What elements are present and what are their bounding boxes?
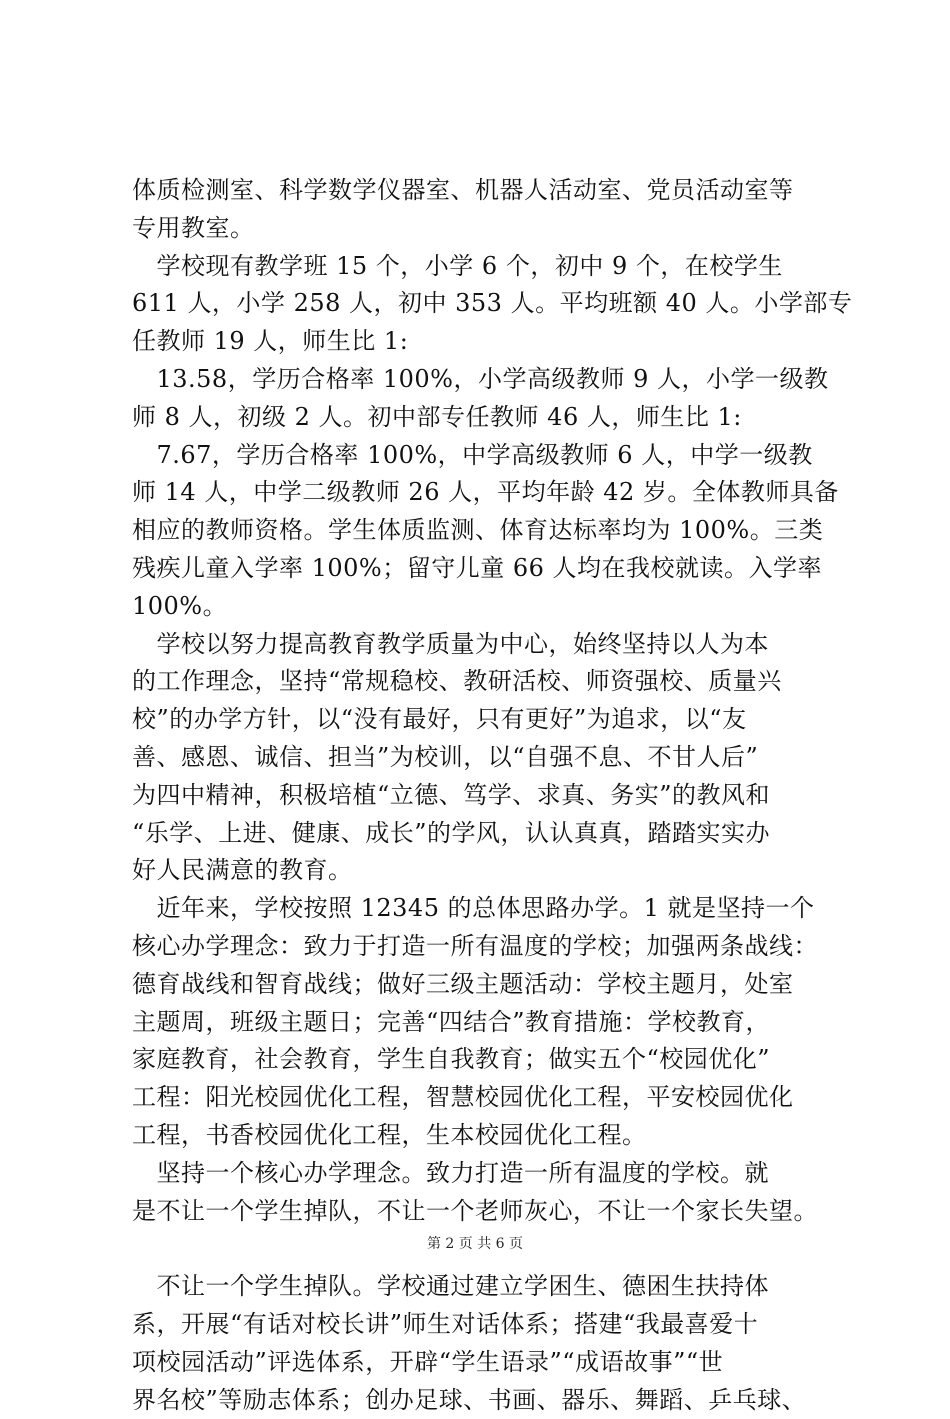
text-line: 校”的办学方针，以“没有最好，只有更好”为追求，以“友 bbox=[132, 701, 836, 739]
text-line: 是不让一个学生掉队，不让一个老师灰心，不让一个家长失望。 bbox=[132, 1193, 836, 1231]
text-line: 好人民满意的教育。 bbox=[132, 852, 836, 890]
text-line: 任教师 19 人，师生比 1: bbox=[132, 323, 836, 361]
text-line: 系，开展“有话对校长讲”师生对话体系；搭建“我最喜爱十 bbox=[132, 1306, 836, 1344]
text-line: 体质检测室、科学数学仪器室、机器人活动室、党员活动室等 bbox=[132, 172, 836, 210]
text-line: 师 8 人，初级 2 人。初中部专任教师 46 人，师生比 1: bbox=[132, 399, 836, 437]
page-footer: 第 2 页 共 6 页 bbox=[0, 1234, 950, 1254]
text-line: 不让一个学生掉队。学校通过建立学困生、德困生扶持体 bbox=[132, 1268, 836, 1306]
text-line: 相应的教师资格。学生体质监测、体育达标率均为 100%。三类 bbox=[132, 512, 836, 550]
text-line: 近年来，学校按照 12345 的总体思路办学。1 就是坚持一个 bbox=[132, 890, 836, 928]
text-line: 学校以努力提高教育教学质量为中心，始终坚持以人为本 bbox=[132, 626, 836, 664]
text-line: 善、感恩、诚信、担当”为校训，以“自强不息、不甘人后” bbox=[132, 739, 836, 777]
text-line: 工程，书香校园优化工程，生本校园优化工程。 bbox=[132, 1117, 836, 1155]
document-body bbox=[132, 172, 836, 1419]
text-line: 核心办学理念：致力于打造一所有温度的学校；加强两条战线： bbox=[132, 928, 836, 966]
text-line: 100%。 bbox=[132, 588, 836, 626]
text-line: 专用教室。 bbox=[132, 210, 836, 248]
text-line: 工程：阳光校园优化工程，智慧校园优化工程，平安校园优化 bbox=[132, 1079, 836, 1117]
text-line: 坚持一个核心办学理念。致力打造一所有温度的学校。就 bbox=[132, 1155, 836, 1193]
text-line: 残疾儿童入学率 100%；留守儿童 66 人均在我校就读。入学率 bbox=[132, 550, 836, 588]
text-line: 611 人，小学 258 人，初中 353 人。平均班额 40 人。小学部专 bbox=[132, 285, 836, 323]
text-line: 学校现有教学班 15 个，小学 6 个，初中 9 个，在校学生 bbox=[132, 248, 836, 286]
text-line: 家庭教育，社会教育，学生自我教育；做实五个“校园优化” bbox=[132, 1041, 836, 1079]
text-line: “乐学、上进、健康、成长”的学风，认认真真，踏踏实实办 bbox=[132, 815, 836, 853]
text-line: 主题周，班级主题日；完善“四结合”教育措施：学校教育， bbox=[132, 1004, 836, 1042]
text-line: 德育战线和智育战线；做好三级主题活动：学校主题月，处室 bbox=[132, 966, 836, 1004]
text-line: 的工作理念，坚持“常规稳校、教研活校、师资强校、质量兴 bbox=[132, 663, 836, 701]
text-line: 为四中精神，积极培植“立德、笃学、求真、务实”的教风和 bbox=[132, 777, 836, 815]
text-line: 13.58，学历合格率 100%，小学高级教师 9 人，小学一级教 bbox=[132, 361, 836, 399]
text-line: 7.67，学历合格率 100%，中学高级教师 6 人，中学一级教 bbox=[132, 437, 836, 475]
text-line: 项校园活动”评选体系，开辟“学生语录”“成语故事”“世 bbox=[132, 1344, 836, 1382]
text-line: 师 14 人，中学二级教师 26 人，平均年龄 42 岁。全体教师具备 bbox=[132, 474, 836, 512]
text-line: 界名校”等励志体系；创办足球、书画、器乐、舞蹈、乒乓球、 bbox=[132, 1382, 836, 1419]
